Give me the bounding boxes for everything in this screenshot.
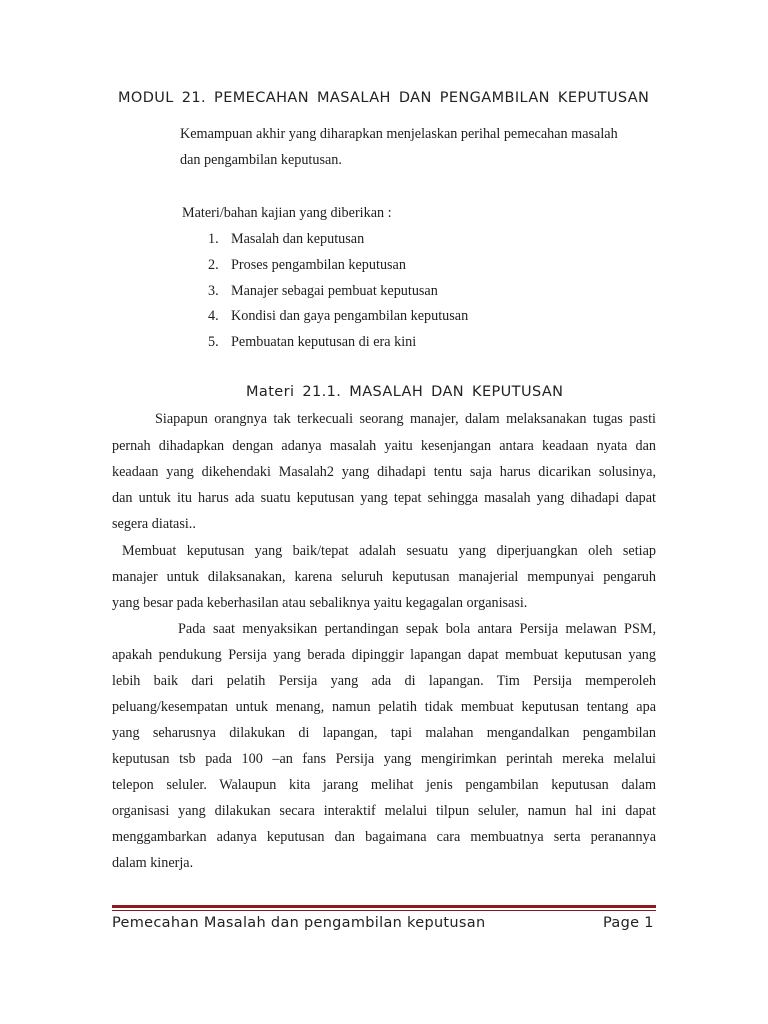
list-item: Masalah dan keputusan (231, 231, 365, 247)
list-item-number: 1. (208, 231, 219, 247)
list-item: Pembuatan keputusan di era kini (231, 334, 417, 350)
paragraph-line: organisasi yang dilakukan secara interaktif melalui tilpun seluler, namun hal ini dapat (112, 803, 656, 819)
paragraph-line: lebih baik dari pelatih Persija yang ada di lapangan. Tim Persija memperoleh (112, 673, 656, 689)
materials-heading: Materi/bahan kajian yang diberikan : (182, 205, 392, 221)
section-heading: Materi 21.1. MASALAH DAN KEPUTUSAN (246, 384, 564, 400)
list-item-number: 5. (208, 334, 219, 350)
paragraph-line: peluang/kesempatan untuk menang, namun pelatih tidak membuat keputusan tentang apa (112, 699, 656, 715)
paragraph-line: menggambarkan adanya keputusan dan bagaimana cara membuatnya serta peranannya (112, 829, 656, 845)
list-item: Manajer sebagai pembuat keputusan (231, 283, 438, 299)
list-item-number: 2. (208, 257, 219, 273)
footer-rule-thick (112, 905, 656, 908)
list-item: Proses pengambilan keputusan (231, 257, 406, 273)
paragraph-line: Pada saat menyaksikan pertandingan sepak bola antara Persija melawan PSM, (178, 621, 656, 637)
paragraph-line: yang seharusnya dilakukan di lapangan, tapi malahan mengandalkan pengambilan (112, 725, 656, 741)
paragraph-line: keadaan yang dikehendaki Masalah2 yang dihadapi tentu saja harus dicarikan solusinya, (112, 464, 656, 480)
paragraph-line: apakah pendukung Persija yang berada dipinggir lapangan dapat membuat keputusan yang (112, 647, 656, 663)
paragraph-line: keputusan tsb pada 100 –an fans Persija yang mengirimkan perintah mereka melalui (112, 751, 656, 767)
page-number: Page 1 (603, 915, 654, 931)
paragraph-line: dalam kinerja. (112, 855, 194, 871)
paragraph-line: telepon seluler. Walaupun kita jarang melihat jenis pengambilan keputusan dalam (112, 777, 656, 793)
list-item-number: 4. (208, 308, 219, 324)
document-title: MODUL 21. PEMECAHAN MASALAH DAN PENGAMBILAN KEPUTUSAN (118, 90, 650, 106)
paragraph-line: dan untuk itu harus ada suatu keputusan yang tepat sehingga masalah yang dihadapi dapat (112, 490, 656, 506)
list-item-number: 3. (208, 283, 219, 299)
paragraph-line: Siapapun orangnya tak terkecuali seorang manajer, dalam melaksanakan tugas pasti (155, 411, 656, 427)
paragraph-line: yang besar pada keberhasilan atau sebaliknya yaitu kegagalan organisasi. (112, 595, 528, 611)
paragraph-line: pernah dihadapkan dengan adanya masalah yaitu kesenjangan antara keadaan nyata dan (112, 438, 656, 454)
paragraph-line: segera diatasi.. (112, 516, 196, 532)
footer-rule-thin (112, 910, 656, 911)
intro-line-1: Kemampuan akhir yang diharapkan menjelaskan perihal pemecahan masalah (180, 126, 618, 142)
paragraph-line: Membuat keputusan yang baik/tepat adalah sesuatu yang diperjuangkan oleh setiap (122, 543, 656, 559)
footer-title: Pemecahan Masalah dan pengambilan keputusan (112, 915, 486, 931)
list-item: Kondisi dan gaya pengambilan keputusan (231, 308, 469, 324)
intro-line-2: dan pengambilan keputusan. (180, 152, 342, 168)
paragraph-line: manajer untuk dilaksanakan, karena seluruh keputusan manajerial mempunyai pengaruh (112, 569, 656, 585)
